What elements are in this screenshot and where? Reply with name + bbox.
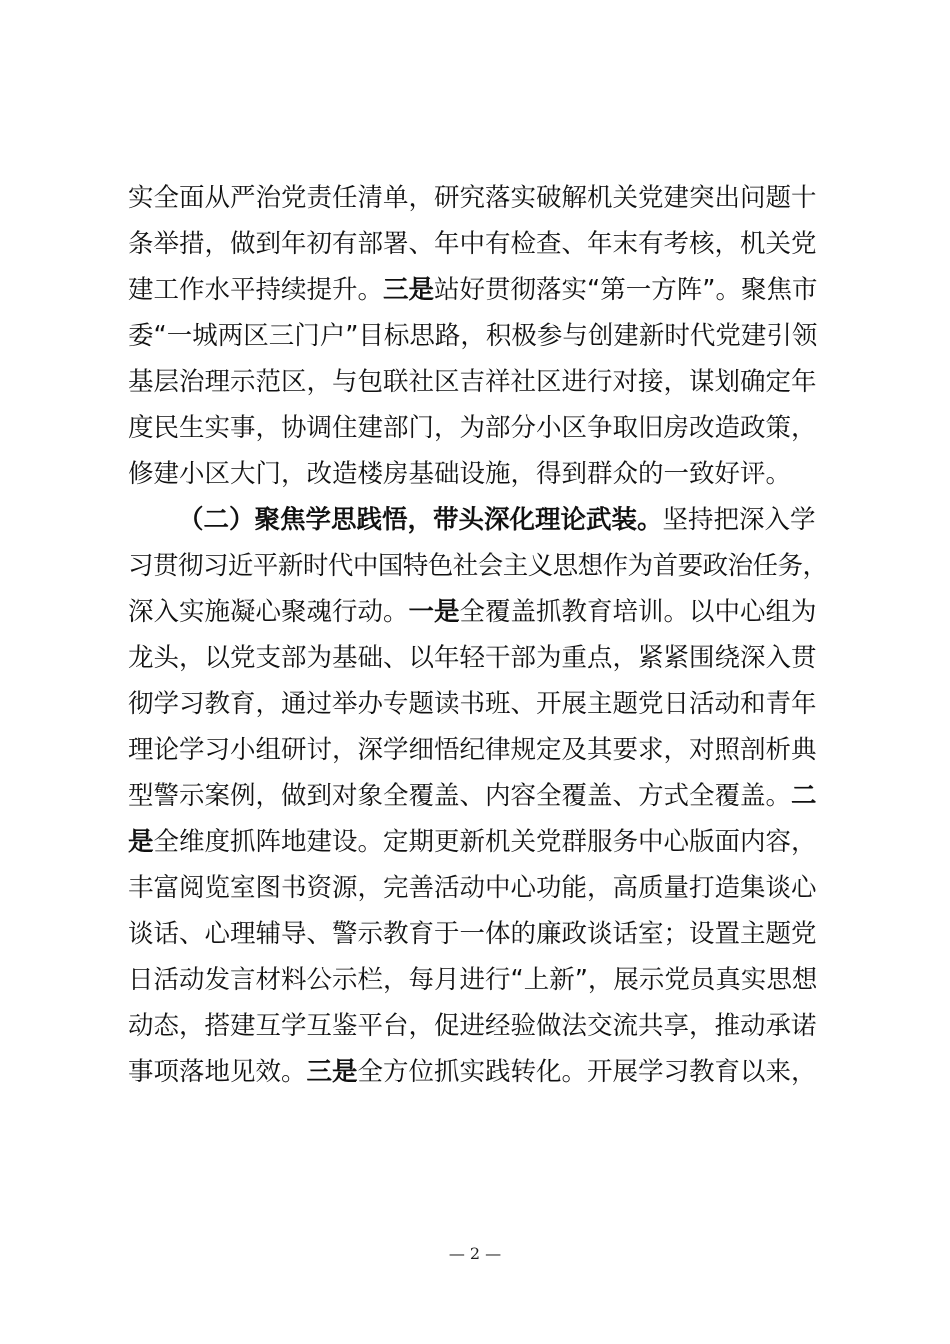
text-line — [128, 459, 828, 489]
text-line — [128, 597, 828, 627]
text-segment: 全方位抓实践转化。开展学习教育以来， — [357, 1057, 817, 1087]
bold-text-segment: 二 — [791, 781, 817, 811]
bold-text-segment: （二）聚焦学思践悟，带头深化理论武装。 — [178, 505, 663, 535]
text-segment: 深入实施凝心聚魂行动。 — [128, 597, 409, 627]
text-line — [128, 1057, 828, 1087]
text-segment: 彻学习教育，通过举办专题读书班、开展主题党日活动和青年 — [128, 689, 817, 719]
text-line — [178, 505, 828, 535]
text-segment: 理论学习小组研讨，深学细悟纪律规定及其要求，对照剖析典 — [128, 735, 817, 765]
text-line — [128, 827, 828, 857]
text-line — [128, 689, 828, 719]
text-segment: 度民生实事，协调住建部门，为部分小区争取旧房改造政策， — [128, 413, 817, 443]
text-segment: 修建小区大门，改造楼房基础设施，得到群众的一致好评。 — [128, 459, 792, 489]
text-line — [128, 321, 828, 351]
bold-text-segment: 三是 — [306, 1057, 358, 1087]
text-segment: 丰富阅览室图书资源，完善活动中心功能，高质量打造集谈心 — [128, 873, 817, 903]
text-segment: 全维度抓阵地建设。定期更新机关党群服务中心版面内容， — [153, 827, 817, 857]
text-line — [128, 229, 828, 259]
text-segment: 习贯彻习近平新时代中国特色社会主义思想作为首要政治任务， — [128, 551, 828, 581]
text-segment: 实全面从严治党责任清单，研究落实破解机关党建突出问题十 — [128, 183, 817, 213]
text-segment: 龙头，以党支部为基础、以年轻干部为重点，紧紧围绕深入贯 — [128, 643, 817, 673]
bold-text-segment: 是 — [128, 827, 154, 857]
text-line — [128, 1011, 828, 1041]
text-segment: 站好贯彻落实“第一方阵”。聚焦市 — [434, 275, 818, 305]
text-segment: 建工作水平持续提升。 — [128, 275, 384, 305]
bold-text-segment: 三是 — [383, 275, 435, 305]
text-line — [128, 413, 828, 443]
text-line — [128, 643, 828, 673]
page-number: — 2 — — [448, 1244, 502, 1263]
text-segment: 条举措，做到年初有部署、年中有检查、年末有考核，机关党 — [128, 229, 817, 259]
text-segment: 动态，搭建互学互鉴平台，促进经验做法交流共享，推动承诺 — [128, 1011, 817, 1041]
text-line — [128, 275, 828, 305]
text-line — [128, 183, 828, 213]
text-segment: 坚持把深入学 — [662, 505, 816, 535]
text-line — [128, 367, 828, 397]
bold-text-segment: 一是 — [408, 597, 460, 627]
text-line — [128, 735, 828, 765]
text-line — [128, 551, 828, 581]
text-segment: 委“一城两区三门户”目标思路，积极参与创建新时代党建引领 — [128, 321, 818, 351]
text-line — [128, 919, 828, 949]
text-segment: 谈话、心理辅导、警示教育于一体的廉政谈话室；设置主题党 — [128, 919, 817, 949]
text-segment: 型警示案例，做到对象全覆盖、内容全覆盖、方式全覆盖。 — [128, 781, 792, 811]
text-segment: 日活动发言材料公示栏，每月进行“上新”，展示党员真实思想 — [128, 965, 818, 995]
text-line — [128, 873, 828, 903]
text-segment: 事项落地见效。 — [128, 1057, 307, 1087]
text-line — [128, 965, 828, 995]
text-segment: 全覆盖抓教育培训。以中心组为 — [459, 597, 817, 627]
text-segment: 基层治理示范区，与包联社区吉祥社区进行对接，谋划确定年 — [128, 367, 817, 397]
text-line — [128, 781, 828, 811]
